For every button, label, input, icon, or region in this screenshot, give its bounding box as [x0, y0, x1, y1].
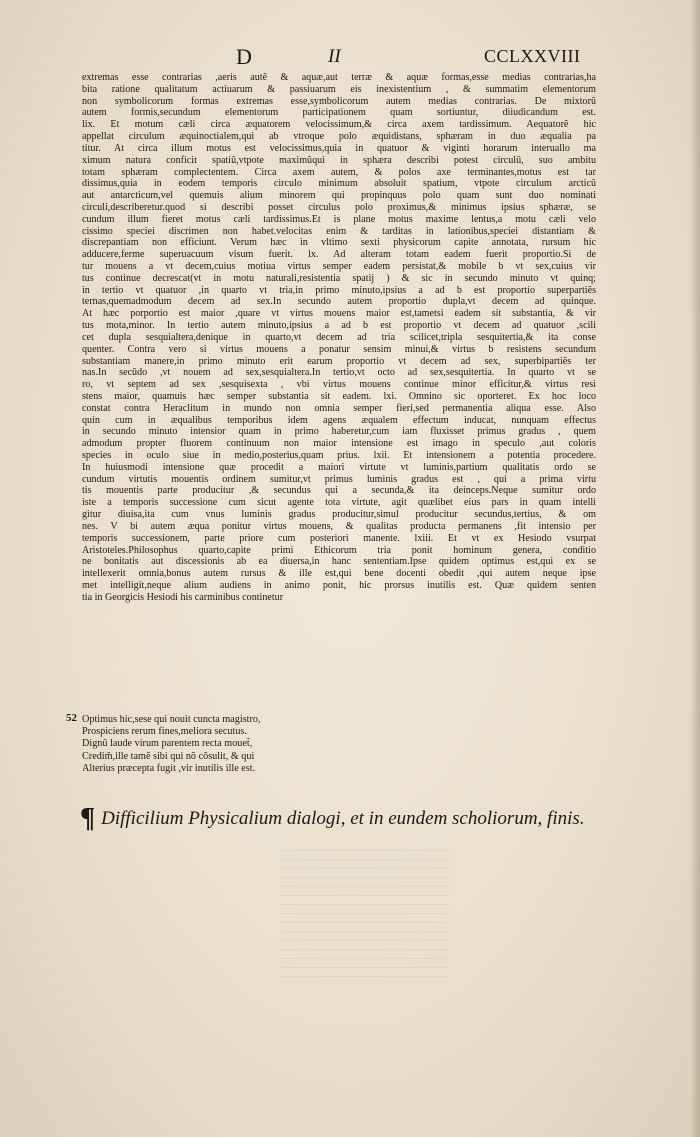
main-text-block	[82, 72, 596, 604]
text-line: cet dupla sesquialtera,denique in quarto,vt decem ad tria scilicet,tripla sesquitertia,& ita conse	[82, 331, 596, 343]
text-line: ximum natura conficit spatiũ,vtpote maximũquì in sphæra describi potest circulũ, suo ambitu	[82, 154, 596, 166]
text-line: tur mouens a vt decem,cuius motiua virtus semper eadem persistat,& mobile b vt sex,cuius vir	[82, 261, 596, 272]
text-line: discrepantiam non efficiunt. Verum hæc in vltimo sexti physicorum capite annotata, rursum hic	[82, 237, 596, 249]
text-line: aut antarcticum,vel quemuis alium minorem qui propinquus polo quam sunt duo nominati	[82, 190, 596, 202]
text-line: bita ratione qualitatum actiuarum & passiuarum eis inexistentium , & summatim elementorum	[82, 83, 596, 95]
colophon-text: Difficilium Physicalium dialogi, et in eundem scholiorum, finis.	[101, 808, 585, 829]
text-line: tis mouentis parte producitur ,& secundus qui a secunda,& ita deinceps.Neque sumitur ordo	[82, 485, 596, 497]
text-line: non symbolicorum formas extremas esse,symbolicorum autem medias contrarias. De mixtorũ	[82, 95, 596, 107]
text-line: in secundo minuto intensior quam in primo haberetur,cum iam fluxisset primus gradus , quem	[82, 426, 596, 438]
verse-line: Credim̃,ille tamẽ sibi qui nõ cõsulit, & qui	[82, 750, 255, 762]
text-line: constat contra Heraclitum in mundo non omnia semper fieri,sed permanentia aliqua esse. Also	[82, 402, 596, 414]
text-line: in tertio vt quatuor ,in quarto vt tria,in primo minuto,ipsius a ad b est proportio superpartiẽs	[82, 284, 596, 296]
text-line: quenter. Contra vero si virtus mouens a ponatur sensim minui,& virtus b resistens secundum	[82, 343, 596, 355]
text-line: ro, vt septem ad sex ,sesquisexta , vbi virtus mouens continue minor efficitur,& virtus resi	[82, 379, 596, 391]
text-line: extremas esse contrarias ,aeris autẽ & aquæ,aut terræ & aquæ formas,esse medias contrarias,ha	[82, 72, 596, 83]
text-line: circuli,describeretur.quod si describi posset circulus polo proximus,& minimus ipsius sphæræ, se	[82, 201, 596, 213]
text-line: iste a temporis successione cum sicut agente tota virtute, agit quælibet eius pars in quam intelli	[82, 497, 596, 509]
text-line: tia in Georgicis Hesiodi his carminibus continetur	[82, 591, 284, 603]
text-line: temporis successionem, parte priore cum posteriori manente. lxiii. Et vt ex Hesiodo vsurpat	[82, 532, 596, 544]
pilcrow-mark: ¶	[80, 803, 96, 834]
text-line: admodum propter fluorem continuum non maior intensione est imago in speculo ,aut coloris	[82, 438, 596, 450]
text-line: appellat circulum æquinoctialem,qui ab vtroque polo æquidistans, sphæram in duo æqualia pa	[82, 131, 596, 143]
text-line: lix. Et motum cæli circa æquatorem velocissimum,& circa axem tardissimum. Aequatorẽ hic	[82, 119, 596, 131]
text-line: adducere,ferme superuacuum visum fuerit. lx. Ad alteram totam eadem fuerit proportio.Si de	[82, 249, 596, 261]
signature-mark: D	[236, 44, 253, 69]
verse-line: Optimus hic,sese qui nouit cuncta magistro,	[82, 714, 261, 725]
text-line: quin cum in æqualibus temporibus idem agens æqualem effectum inducat, nunquam effectus	[82, 414, 596, 426]
bleed-through-text	[280, 850, 450, 980]
text-line: Aristoteles.Philosophus quarto,capite primi Ethicorum tria ponit hominum genera, conditio	[82, 544, 596, 556]
running-header	[0, 40, 700, 70]
text-line: nes. V bi autem æqua ponitur virtus mouens, & qualitas producta permanens ,fit intensio per	[82, 520, 596, 532]
verse-line: Alterius præcepta fugit ,vir inutilis ille est.	[82, 762, 256, 774]
text-line: substantiam manere,in primo minuto erit earum proportio vt decem ad sex, superbipartiẽs ter	[82, 355, 596, 367]
text-line: In huiusmodi intensione quæ procedit a maiori virtute vt luminis,partium qualitatis ordo se	[82, 461, 596, 473]
text-line: species in oculo siue in medio,posterius,quam prius. lxii. Et intensionem a potentia procedere.	[82, 450, 596, 461]
text-line: intellexerit omnia,bonus autem rursus & ille est,qui bene docenti obedit ,qui autem neque ipse	[82, 568, 596, 580]
section-number: II	[328, 46, 341, 67]
text-line: ne bonitatis aut discessionis ab ea diuersa,in hanc sententiam.Ipse quidem optimus est,qui ex se	[82, 556, 596, 568]
text-line: autem formis,secundum elementorum participationem quam sortiuntur, diiudicandum est.	[82, 107, 596, 119]
verse-line: Dignũ laude virum parentem recta mouet̃,	[82, 738, 253, 750]
text-line: totam sphæram complectentem. Circa axem autem, & polos axe terminantes,motus est tar	[82, 166, 596, 178]
text-line: cundum virtutis mouentis ordinem sumitur,vt primus luminis gradus est , qui a prima virtu	[82, 473, 596, 485]
text-line: stens maior, quamuis hæc semper substantia sit eadem. lxi. Omnino sic oporteret. Ex hoc loco	[82, 390, 596, 402]
margin-note-number: 52	[66, 712, 77, 724]
text-line: cissimo speciei discrimen non habet.velocitas enim & tarditas in lationibus,speciei distantiam &	[82, 225, 596, 237]
text-line: dissimus,quia in eodem temporis circulo minimum absoluit spatium, vtpote circulum arcticũ	[82, 178, 596, 190]
text-line: tus mota,minor. In tertio autem minuto,ipsius a ad b est proportio vt decem ad quatuor ,scili	[82, 320, 596, 332]
verse-quotation	[82, 714, 382, 775]
text-line: gitur diuisa,ita cum vnus luminis gradus producitur,simul producitur secundus,tertius, & om	[82, 509, 596, 521]
text-line: tus continue decrescat(vt in motu naturali,resistentia spatij ) & sic in secundo minuto vt quinq;	[82, 272, 596, 284]
text-line: nas.In secũdo ,vt nouem ad sex,sesquialtera.In tertio,vt octo ad sex,sesquitertia. In quarto vt se	[82, 367, 596, 379]
verse-line: Prospiciens rerum fines,meliora secutus.	[82, 726, 247, 738]
folio-number: CCLXXVIII	[484, 46, 581, 66]
text-line: titur. At circa illum motus est velocissimus,quia in quatuor & viginti horarum interuallo ma	[82, 142, 596, 154]
colophon	[80, 805, 620, 835]
text-line: cundum illum fieret motus cæli tardissimus.Et is plane motus maxime lentus,a motu cæli velo	[82, 213, 596, 225]
text-line: At hæc porportio est maior ,quare vt virtus mouens maior est,tametsi eadem sit substantia, & vir	[82, 308, 596, 320]
text-line: ternas,quemadmodum decem ad sex.In secundo autem proportio dupla,vt decem ad quinque.	[82, 296, 596, 308]
text-line: met intelligit,neque alium audiens in animo ponit, hic prorsus inutilis est. Quæ quidem senten	[82, 579, 596, 591]
